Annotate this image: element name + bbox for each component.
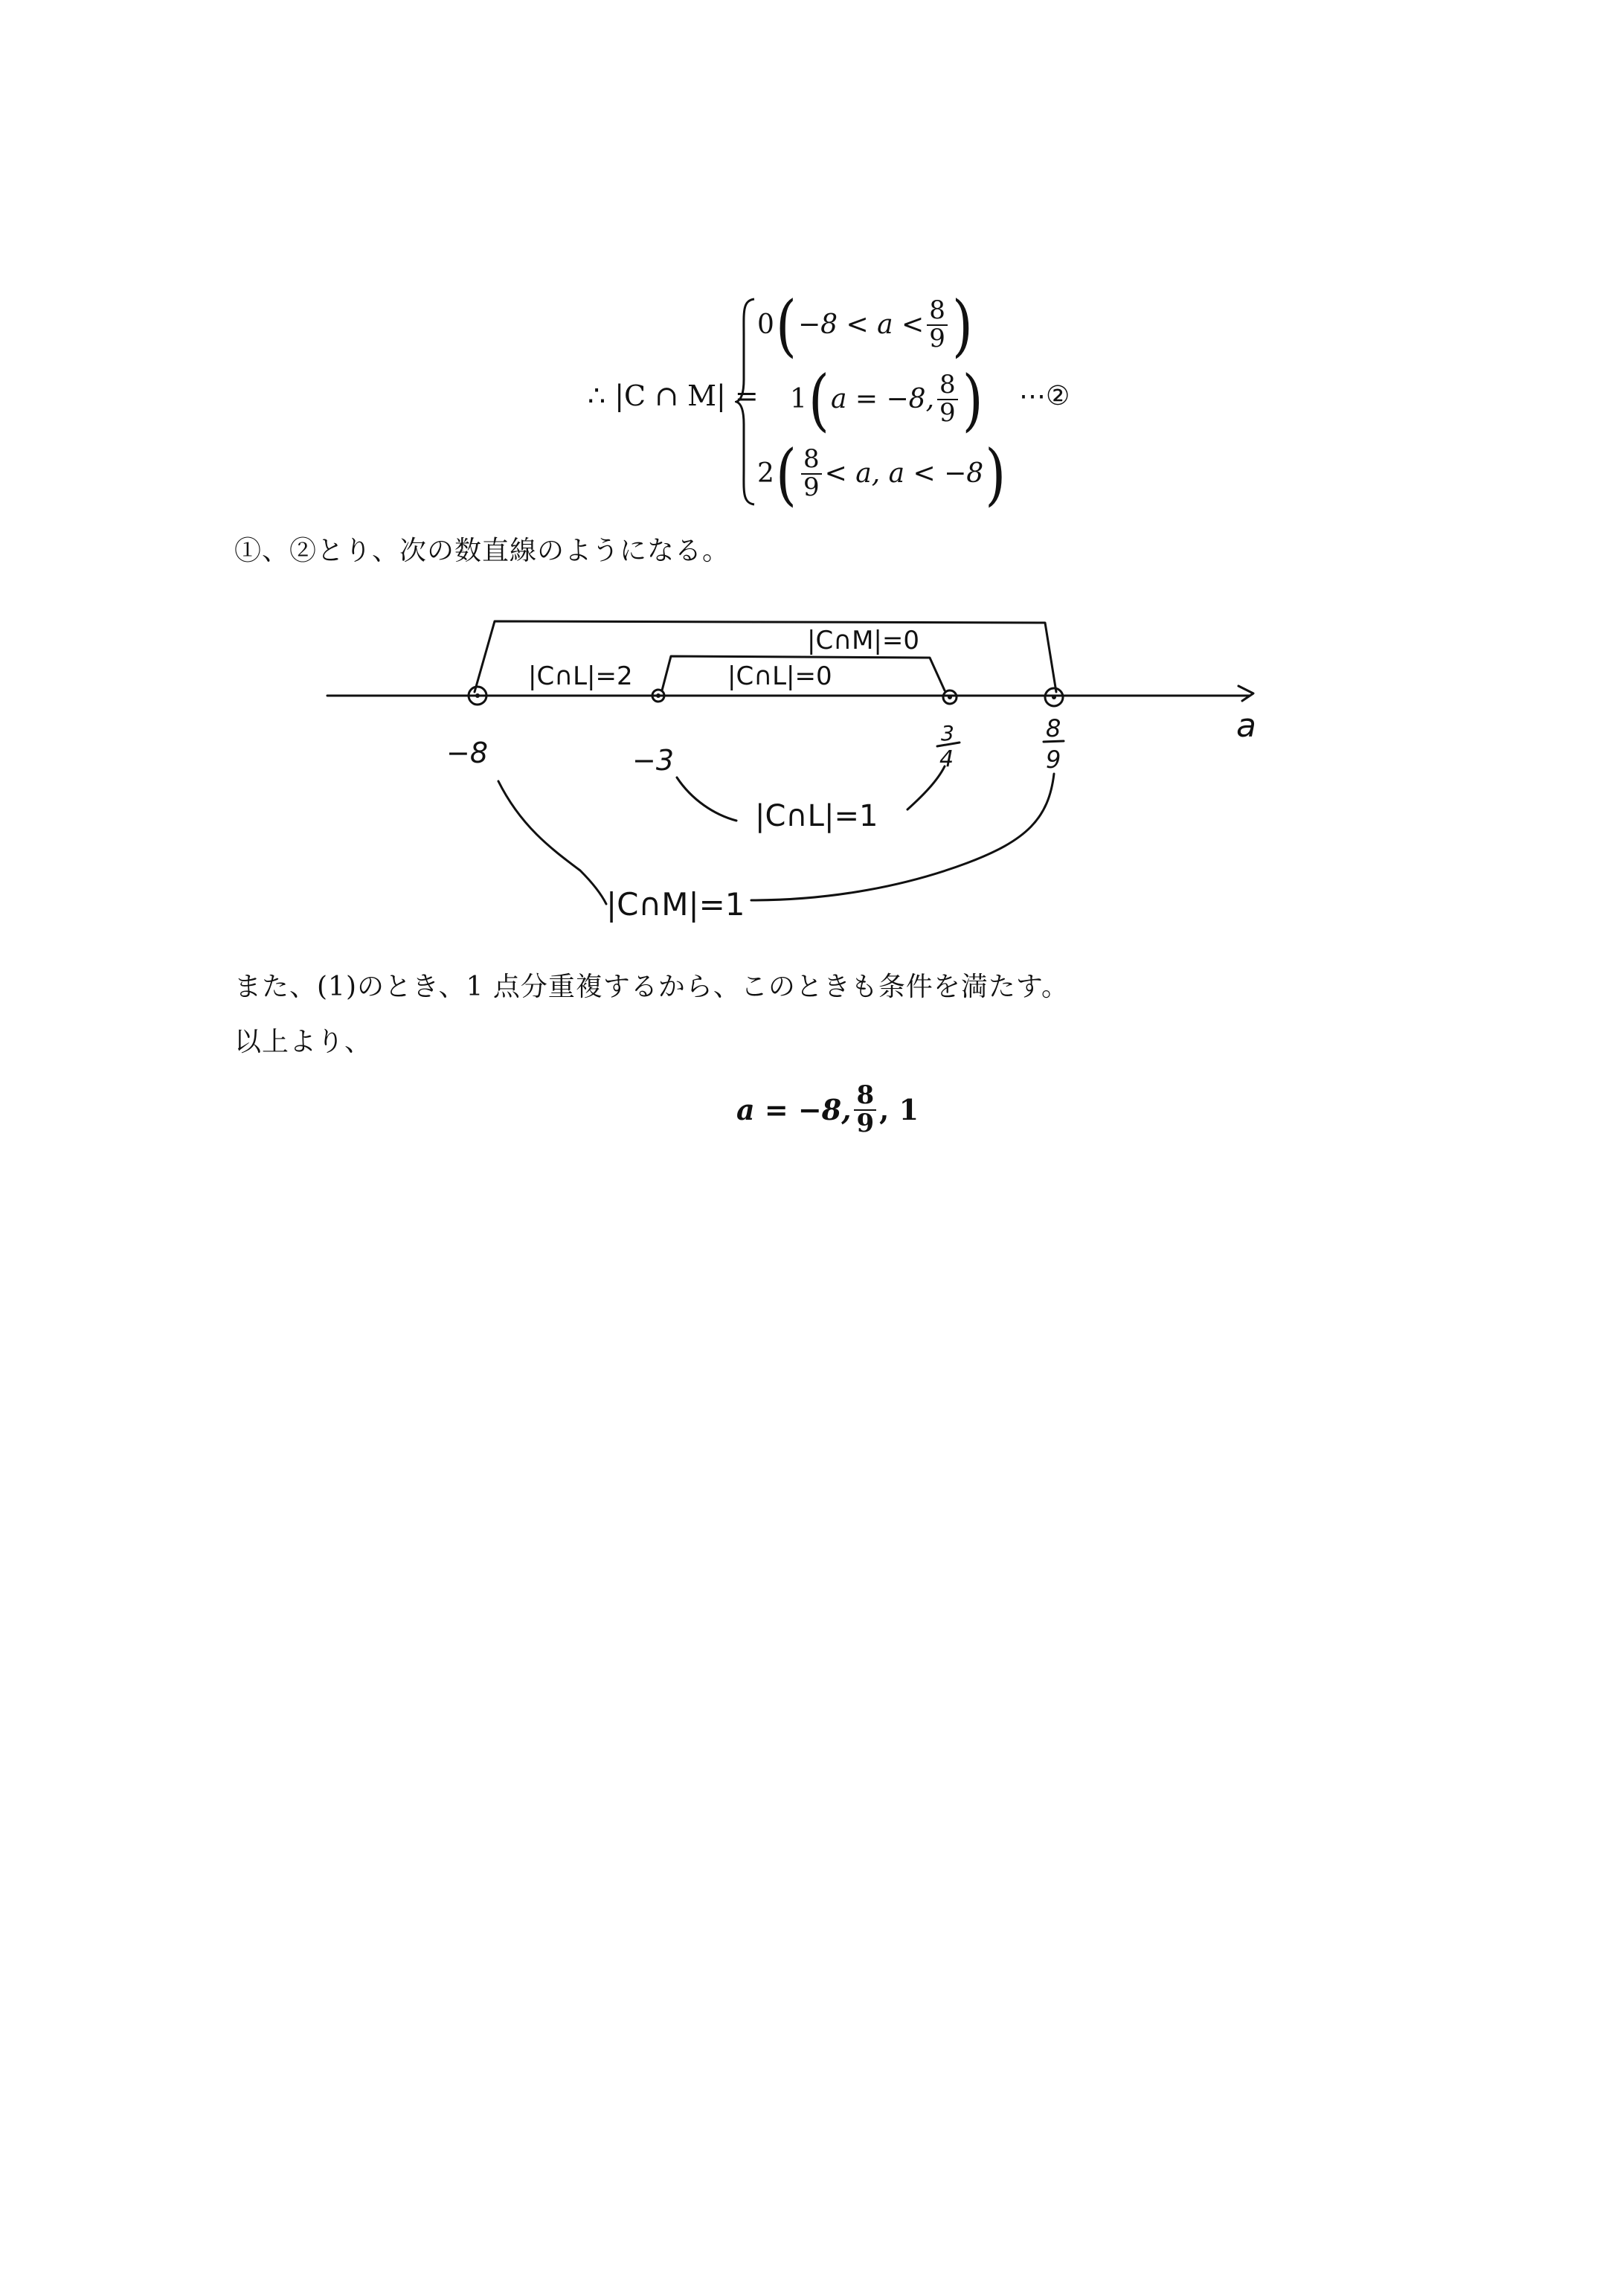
equation-lhs: ∴ |C ∩ M| =: [588, 379, 759, 412]
label-8-9-num: 8: [1046, 714, 1061, 743]
case-row-0: 0 ( −8 < a < $\frac{8}{9}$ ): [757, 286, 973, 365]
arc-cm1-left: [498, 781, 606, 904]
fraction-numerator: 8: [927, 298, 948, 326]
text-line-2: また、(1)のとき、1 点分重複するから、このときも条件を満たす。: [234, 972, 1070, 1002]
arc-cl1-right: [907, 766, 945, 809]
fraction-denominator: 9: [856, 1108, 875, 1138]
left-brace: [735, 290, 757, 513]
case-condition: a = −8,: [831, 384, 935, 415]
case-value: 2: [757, 458, 774, 490]
label-minus-8: −8: [446, 737, 489, 769]
label-axis-a: a: [1236, 707, 1256, 745]
label-8-9-den: 9: [1046, 745, 1061, 774]
fraction: [927, 295, 948, 353]
axis-arrow: [1238, 686, 1253, 701]
answer-fraction: [854, 1080, 876, 1138]
answer-rhs: , 1: [879, 1093, 919, 1127]
fraction-denominator: 9: [939, 397, 956, 428]
bracket-label-cl2: |C∩L|=2: [528, 661, 633, 691]
case-equation: [573, 286, 1093, 513]
label-3-4-num: 3: [941, 721, 954, 745]
label-minus-3: −3: [632, 744, 675, 777]
fraction-numerator: 8: [801, 446, 822, 475]
answer-lhs: a = −8,: [736, 1093, 852, 1127]
case-value: 0: [757, 310, 774, 341]
fraction-denominator: 9: [929, 323, 945, 353]
bracket-label-cm1: |C∩M|=1: [606, 886, 745, 923]
fraction-numerator: 8: [937, 372, 958, 400]
fraction: [801, 446, 822, 501]
arc-cl1-left: [677, 777, 736, 821]
equation-tag: ⋯②: [1019, 381, 1070, 411]
case-row-1: 1 ( a = −8, $\frac{8}{9}$ ): [790, 360, 983, 439]
fraction-numerator: 8: [854, 1083, 876, 1111]
bracket-label-cl1: |C∩L|=1: [755, 799, 878, 833]
text-line-1: ①、②とり、次の数直線のようになる。: [234, 536, 730, 566]
text-line-3: 以上より、: [234, 1027, 373, 1057]
case-row-2: 2 ( $\frac{8}{9}$ < a, a < −8 ): [757, 434, 1006, 513]
final-answer: [736, 1080, 919, 1138]
bracket-label-cm0: |C∩M|=0: [807, 626, 919, 655]
case-condition: < a, a < −8: [824, 458, 984, 490]
number-line-diagram: [312, 603, 1294, 952]
fraction: [937, 372, 958, 426]
arc-cm1-right: [751, 774, 1054, 900]
label-3-4-den: 4: [939, 746, 954, 772]
fraction-denominator: 9: [803, 472, 820, 502]
bracket-label-cl0: |C∩L|=0: [727, 661, 832, 691]
case-value: 1: [790, 384, 807, 415]
case-condition: −8 < a <: [798, 310, 925, 341]
